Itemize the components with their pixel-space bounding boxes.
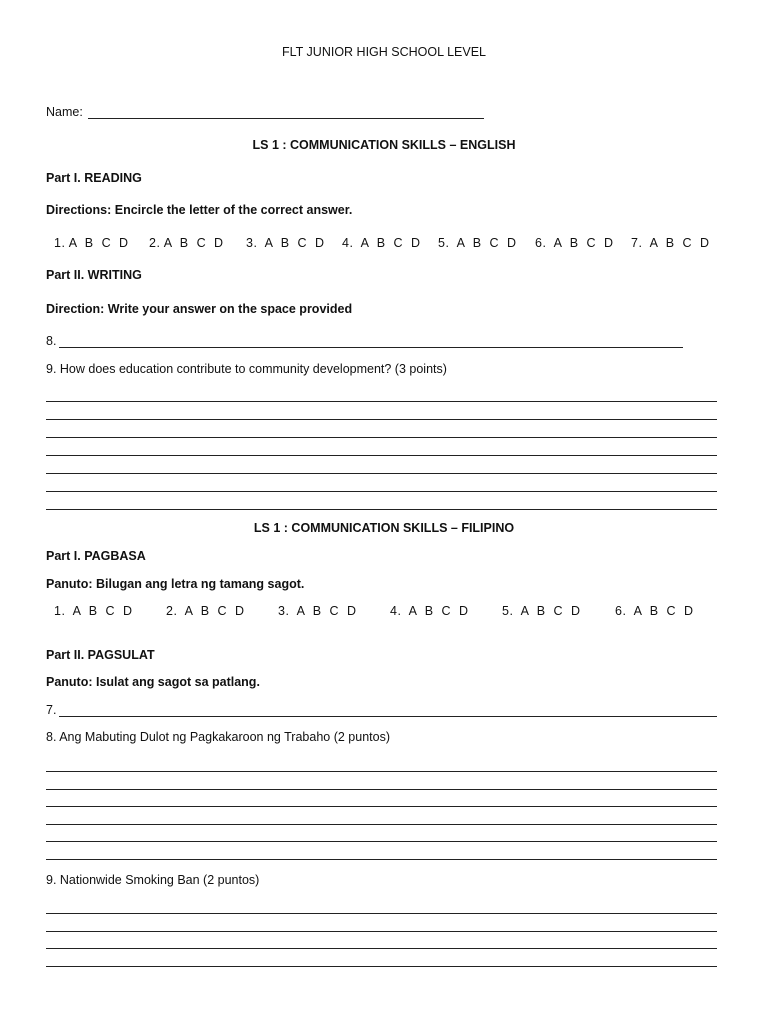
filipino-q9-answer-line[interactable] — [46, 913, 717, 914]
english-q8-answer-line[interactable] — [59, 347, 683, 348]
english-part2-directions: Direction: Write your answer on the space provided — [46, 302, 353, 316]
english-choice-7[interactable]: 7. A B C D — [631, 236, 710, 250]
english-choice-5[interactable]: 5. A B C D — [438, 236, 517, 250]
filipino-choice-5[interactable]: 5. A B C D — [502, 604, 581, 618]
filipino-q8-answer-line[interactable] — [46, 841, 717, 842]
name-label: Name: — [46, 105, 83, 119]
filipino-part1-directions: Panuto: Bilugan ang letra ng tamang sagot. — [46, 577, 305, 591]
filipino-q8-answer-line[interactable] — [46, 859, 717, 860]
english-choice-6[interactable]: 6. A B C D — [535, 236, 614, 250]
filipino-q8-answer-line[interactable] — [46, 789, 717, 790]
document-title: FLT JUNIOR HIGH SCHOOL LEVEL — [282, 45, 486, 59]
english-q9-answer-line[interactable] — [46, 437, 717, 438]
english-q9-answer-line[interactable] — [46, 401, 717, 402]
english-part1-title: Part I. READING — [46, 171, 142, 185]
english-part2-title: Part II. WRITING — [46, 268, 142, 282]
filipino-part1-title: Part I. PAGBASA — [46, 549, 146, 563]
english-q8-label: 8. — [46, 334, 57, 348]
filipino-q9-answer-line[interactable] — [46, 931, 717, 932]
filipino-part2-title: Part II. PAGSULAT — [46, 648, 155, 662]
english-section-heading: LS 1 : COMMUNICATION SKILLS – ENGLISH — [252, 138, 516, 152]
filipino-q8-question: 8. Ang Mabuting Dulot ng Pagkakaroon ng Trabaho (2 puntos) — [46, 730, 390, 744]
english-choice-1[interactable]: 1. A B C D — [54, 236, 129, 250]
english-choice-2[interactable]: 2. A B C D — [149, 236, 224, 250]
english-q9-answer-line[interactable] — [46, 473, 717, 474]
english-q9-answer-line[interactable] — [46, 491, 717, 492]
english-part1-directions: Directions: Encircle the letter of the correct answer. — [46, 203, 353, 217]
filipino-choice-6[interactable]: 6. A B C D — [615, 604, 694, 618]
filipino-q8-answer-line[interactable] — [46, 771, 717, 772]
filipino-q8-answer-line[interactable] — [46, 824, 717, 825]
filipino-choice-1[interactable]: 1. A B C D — [54, 604, 133, 618]
english-q9-answer-line[interactable] — [46, 509, 717, 510]
filipino-q8-answer-line[interactable] — [46, 806, 717, 807]
name-answer-line[interactable] — [88, 118, 484, 119]
filipino-q7-label: 7. — [46, 703, 57, 717]
english-choice-3[interactable]: 3. A B C D — [246, 236, 325, 250]
filipino-q9-answer-line[interactable] — [46, 966, 717, 967]
english-q9-answer-line[interactable] — [46, 455, 717, 456]
english-q9-answer-line[interactable] — [46, 419, 717, 420]
english-choice-4[interactable]: 4. A B C D — [342, 236, 421, 250]
filipino-q7-answer-line[interactable] — [59, 716, 717, 717]
filipino-section-heading: LS 1 : COMMUNICATION SKILLS – FILIPINO — [253, 521, 515, 535]
filipino-q9-answer-line[interactable] — [46, 948, 717, 949]
filipino-choice-3[interactable]: 3. A B C D — [278, 604, 357, 618]
filipino-q9-question: 9. Nationwide Smoking Ban (2 puntos) — [46, 873, 260, 887]
filipino-choice-2[interactable]: 2. A B C D — [166, 604, 245, 618]
filipino-choice-4[interactable]: 4. A B C D — [390, 604, 469, 618]
filipino-part2-directions: Panuto: Isulat ang sagot sa patlang. — [46, 675, 260, 689]
english-q9-question: 9. How does education contribute to community development? (3 points) — [46, 362, 447, 376]
